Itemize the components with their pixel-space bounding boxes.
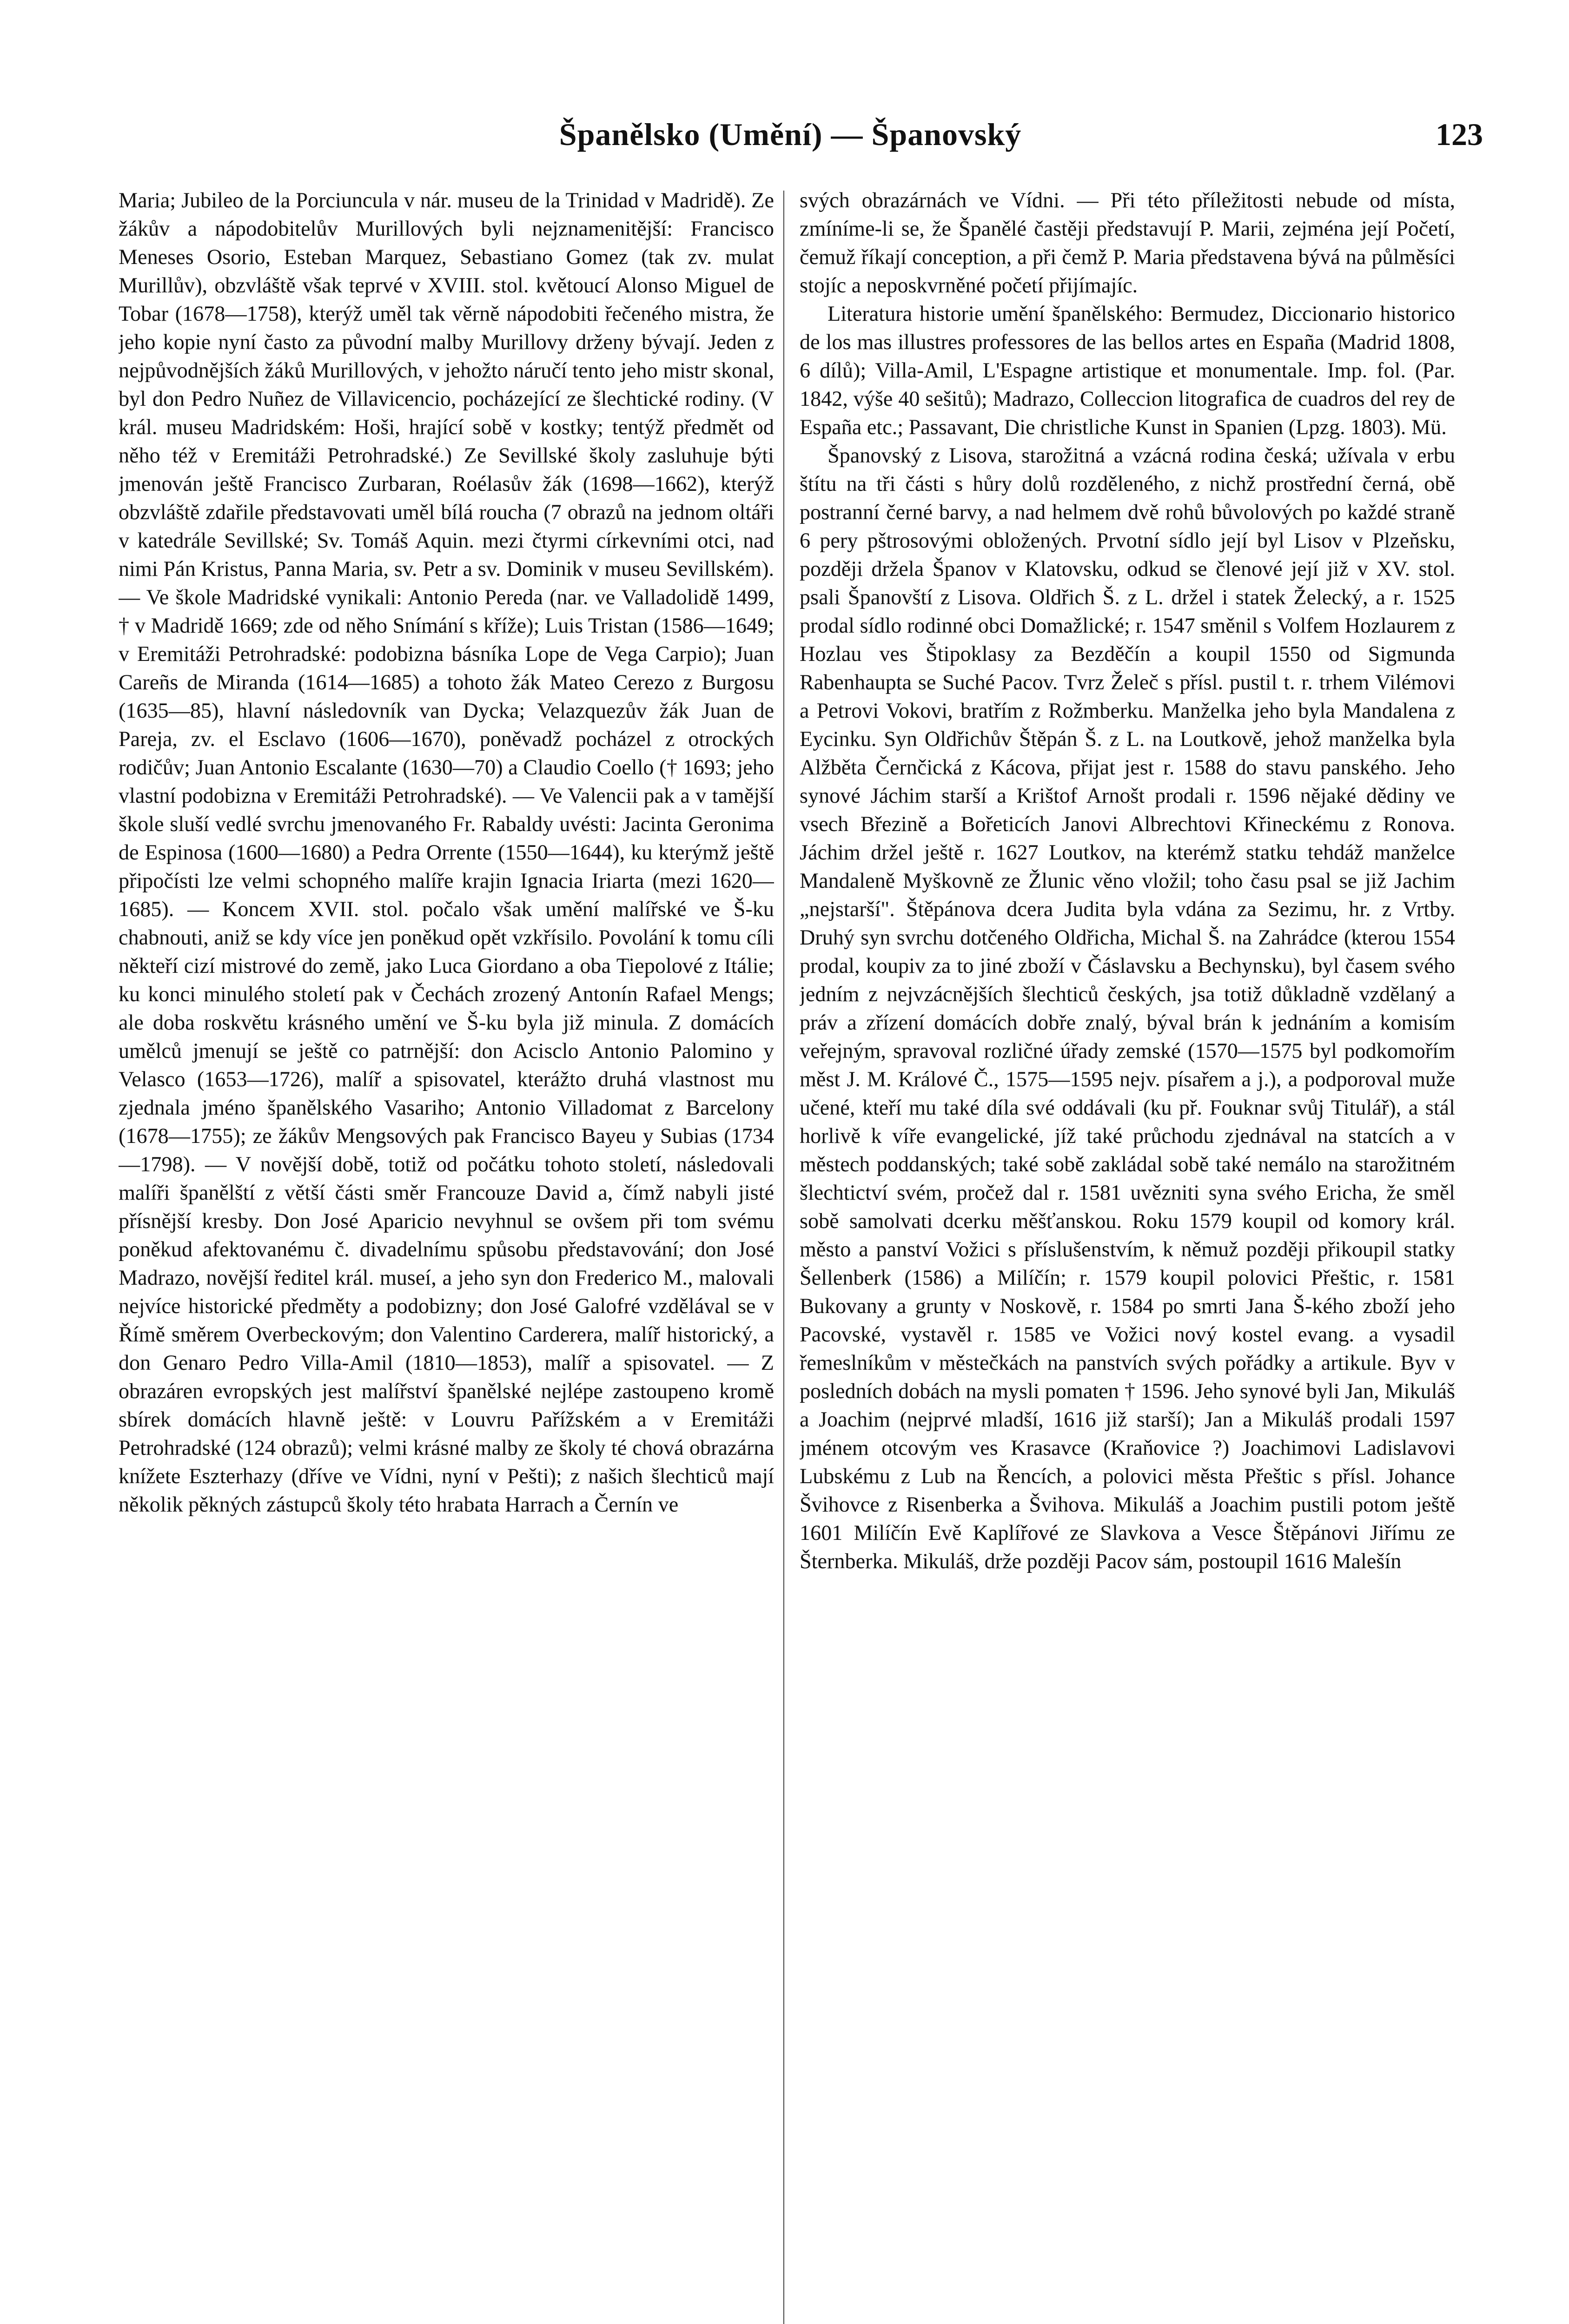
right-paragraph-3: Španovský z Lisova, starožitná a vzácná rodina česká; užívala v erbu štítu na tři části s hůry dolů rozděleného, z nichž prostřední černá, obě postranní černé barvy, a nad helmem dvě rohů bůvolových po každé straně 6 pery pštrosovými obložených. Prvotní sídlo její byl Lisov v Plzeňsku, později držela Španov v Klatovsku, odkud se členové její již v XV. stol. psali Španovští z Lisova. Oldřich Š. z L. držel i statek Želecký, a r. 1525 prodal sídlo rodinné obci Domažlické; r. 1547 směnil s Volfem Hozlaurem z Hozlau ves Štipoklasy za Bezděčín a koupil 1550 od Sigmunda Rabenhaupta se Suché Pacov. Tvrz Želeč s přísl. pustil t. r. trhem Vilémovi a Petrovi Vokovi, bratřím z Rožmberku. Manželka jeho byla Mandalena z Eycinku. Syn Oldřichův Štěpán Š. z L. na Loutkově, jehož manželka byla Alžběta Černčická z Kácova, přijat jest r. 1588 do stavu panského. Jeho synové Jáchim starší a Krištof Arnošt prodali r. 1596 nějaké dědiny ve vsech Březině a Bořeticích Janovi Albrechtovi Křineckému z Ronova. Jáchim držel ještě r. 1627 Loutkov, na kterémž statku tehdáž manželce Mandaleně Myškovně ze Žlunic věno vložil; toho času psal se již Jachim „nejstarší". Štěpánova dcera Judita byla vdána za Sezimu, hr. z Vrtby. Druhý syn svrchu dotčeného Oldřicha, Michal Š. na Zahrádce (kterou 1554 prodal, koupiv za to jiné zboží v Čáslavsku a Bechynsku), byl časem svého jedním z nejvzácnějších šlechticů českých, jsa totiž důkladně vzdělaný a práv a zřízení domácích dobře znalý, býval brán k jednáním a komisím veřejným, spravoval rozličné úřady zemské (1570—1575 byl podkomořím měst J. M. Králové Č., 1575—1595 nejv. písařem a j.), a podporoval muže učené, kteří mu také díla své oddávali (ku př. Fouknar svůj Titulář), a stál horlivě k víře evangelické, jíž také průchodu zjednával na statcích a v městech poddanských; také sobě zakládal sobě také nemálo na starožitném šlechtictví svém, pročež dal r. 1581 uvězniti syna svého Ericha, že směl sobě samolvati dcerku měšťanskou. Roku 1579 koupil od komory král. město a panství Vožici s příslušenstvím, k němuž později přikoupil statky Šellenberk (1586) a Milíčín; r. 1579 koupil polovici Přeštic, r. 1581 Bukovany a grunty v Noskově, r. 1584 po smrti Jana Š-kého zboží jeho Pacovské, vystavěl r. 1585 ve Vožici nový kostel evang. a vysadil řemeslníkům v městečkách na panstvích svých pořádky a artikule. Byv v posledních dobách na mysli pomaten † 1596. Jeho synové byli Jan, Mikuláš a Joachim (nejprvé mladší, 1616 již starší); Jan a Mikuláš prodali 1597 jménem otcovým ves Krasavce (Kraňovice ?) Joachimovi Ladislavovi Lubskému z Lub na Řencích, a polovici města Přeštic s přísl. Johance Švihovce z Risenberka a Švihova. Mikuláš a Joachim pustili potom ještě 1601 Milíčín Evě Kaplířové ze Slavkova a Vesce Štěpánovi Jiřímu ze Šternberka. Mikuláš, drže později Pacov sám, postoupil 1616 Malešín xyxy=(800,443,1455,1573)
column-divider xyxy=(783,191,784,2324)
running-head: Španělsko (Umění) — Španovský xyxy=(559,117,1022,152)
left-column xyxy=(119,186,774,2324)
right-paragraph-2: Literatura historie umění španělského: Bermudez, Diccionario historico de los mas illustres professores de las bellos artes en España (Madrid 1808, 6 dílů); Villa-Amil, L'Espagne artistique et monumentale. Imp. fol. (Par. 1842, výše 40 sešitů); Madrazo, Colleccion litografica de cuadros del rey de España etc.; Passavant, Die christliche Kunst in Spanien (Lpzg. 1803). Mü. xyxy=(800,302,1455,439)
left-paragraph-1: Maria; Jubileo de la Porciuncula v nár. museu de la Trinidad v Madridě). Ze žákův a nápodobitelův Murillových byli nejznamenitější: Francisco Meneses Osorio, Esteban Marquez, Sebastiano Gomez (tak zv. mulat Murillův), obzvláště však teprvé v XVIII. stol. květoucí Alonso Miguel de Tobar (1678—1758), kterýž uměl tak věrně nápodobiti řečeného mistra, že jeho kopie nyní často za původní malby Murillovy drženy bývají. Jeden z nejpůvodnějších žáků Murillových, v jehožto náručí tento jeho mistr skonal, byl don Pedro Nuñez de Villavicencio, pocházející ze šlechtické rodiny. (V král. museu Madridském: Hoši, hrající sobě v kostky; tentýž předmět od něho též v Eremitáži Petrohradské.) Ze Sevillské školy zasluhuje býti jmenován ještě Francisco Zurbaran, Roélasův žák (1698—1662), kterýž obzvláště zdařile představovati uměl bílá roucha (7 obrazů na jednom oltáři v katedrále Sevillské; Sv. Tomáš Aquin. mezi čtyrmi církevními otci, nad nimi Pán Kristus, Panna Maria, sv. Petr a sv. Dominik v museu Sevillském). — Ve škole Madridské vynikali: Antonio Pereda (nar. ve Valladolidě 1499, † v Madridě 1669; zde od něho Snímání s kříže); Luis Tristan (1586—1649; v Eremitáži Petrohradské: podobizna básníka Lope de Vega Carpio); Juan Careñs de Miranda (1614—1685) a tohoto žák Mateo Cerezo z Burgosu (1635—85), hlavní následovník van Dycka; Velazquezův žák Juan de Pareja, zv. el Esclavo (1606—1670), poněvadž pocházel z otrockých rodičův; Juan Antonio Escalante (1630—70) a Claudio Coello († 1693; jeho vlastní podobizna v Eremitáži Petrohradské). — Ve Valencii pak a v tamější škole sluší vedlé svrchu jmenovaného Fr. Rabaldy uvésti: Jacinta Geronima de Espinosa (1600—1680) a Pedra Orrente (1550—1644), ku kterýmž ještě připočísti lze velmi schopného malíře krajin Ignacia Iriarta (mezi 1620—1685). — Koncem XVII. stol. počalo však umění malířské ve Š-ku chabnouti, aniž se kdy více jen poněkud opět vzkřísilo. Povolání k tomu cíli někteří cizí mistrové do země, jako Luca Giordano a oba Tiepolové z Itálie; ku konci minulého století pak v Čechách zrozený Antonín Rafael Mengs; ale doba roskvětu krásného umění ve Š-ku byla již minula. Z domácích umělců jmenují se ještě co patrnější: don Acisclo Antonio Palomino y Velasco (1653—1726), malíř a spisovatel, kterážto druhá vlastnost mu zjednala jméno španělského Vasariho; Antonio Villadomat z Barcelony (1678—1755); ze žákův Mengsových pak Francisco Bayeu y Subias (1734—1798). — V novější době, totiž od počátku tohoto století, následovali malíři španělští z větší části směr Francouze David a, čímž nabyli jisté přísnější kresby. Don José Aparicio nevyhnul se ovšem při tom svému poněkud afektovanému č. divadelnímu spůsobu představování; don José Madrazo, novější ředitel král. museí, a jeho syn don Frederico M., malovali nejvíce historické předměty a podobizny; don José Galofré vzdělával se v Římě směrem Overbeckovým; don Valentino Carderera, malíř historický, a don Genaro Pedro Villa-Amil (1810—1853), malíř a spisovatel. — Z obrazáren evropských jest malířství španělské nejlépe zastoupeno kromě sbírek domácích hlavně ještě: v Louvru Pařížském a v Eremitáži Petrohradské (124 obrazů); velmi krásné malby ze školy té chová obrazárna knížete Eszterhazy (dříve ve Vídni, nyní v Pešti); z našich šlechticů mají několik pěkných zástupců školy této hrabata Harrach a Černín ve xyxy=(119,188,774,1516)
right-paragraph-1: svých obrazárnách ve Vídni. — Při této příležitosti nebude od místa, zmíníme-li se, že Španělé častěji představují P. Marii, zejména její Početí, čemuž říkají conception, a při čemž P. Maria představena bývá na půlměsíci stojíc a neposkvrněné početí přijímajíc. xyxy=(800,188,1455,297)
page-number: 123 xyxy=(1436,117,1483,152)
right-column xyxy=(800,186,1455,2324)
